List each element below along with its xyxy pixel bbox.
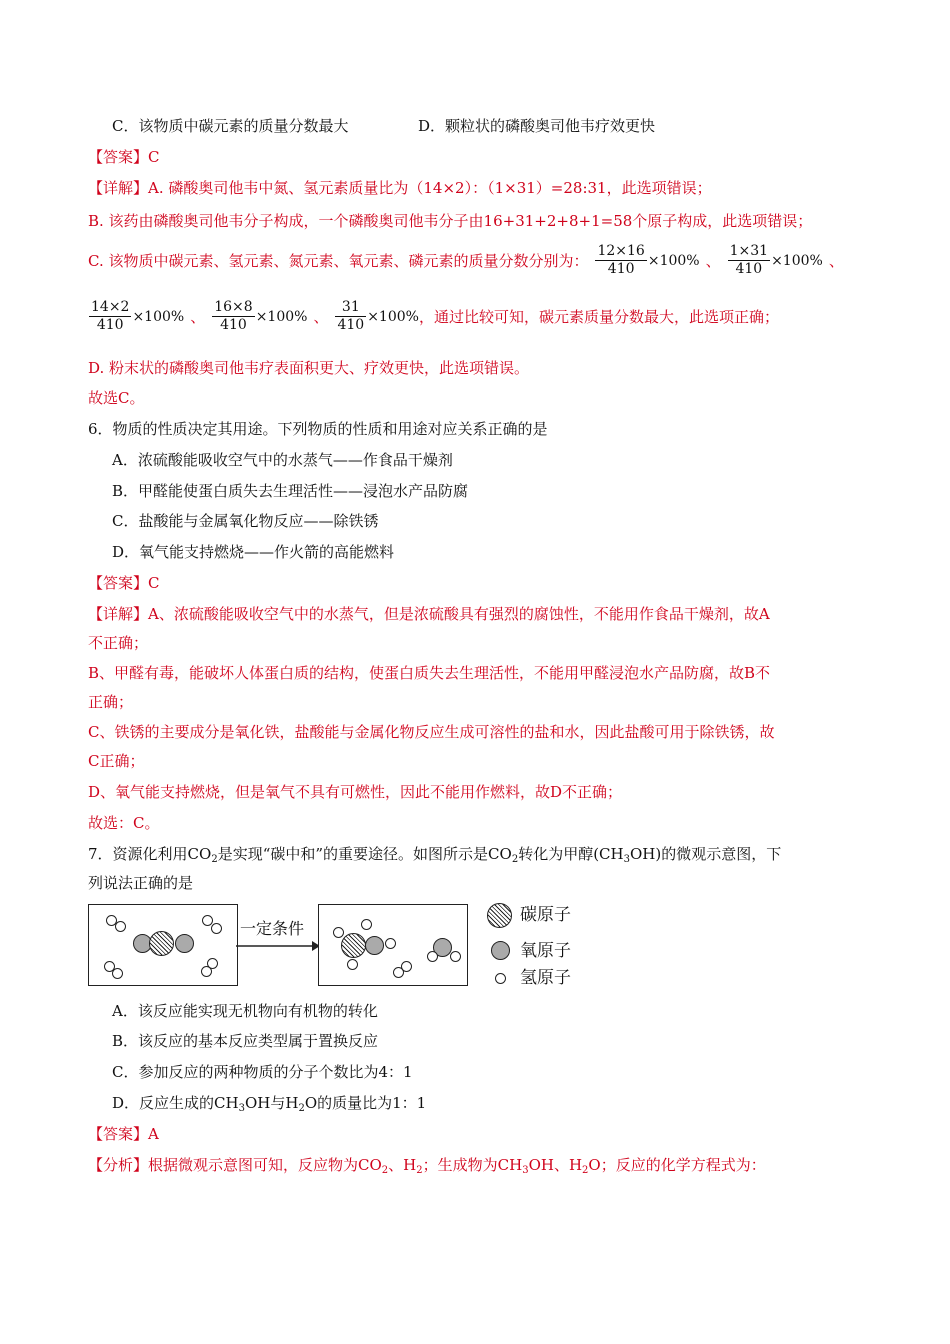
q6-option-c: C．盐酸能与金属氧化物反应——除铁锈 [112, 512, 379, 530]
legend-oxygen-icon [491, 941, 510, 960]
detail-tag: 【详解】 [88, 605, 149, 623]
answer-value: C [148, 574, 160, 592]
answer-value: C [148, 148, 160, 166]
q6-stem: 6．物质的性质决定其用途。下列物质的性质和用途对应关系正确的是 [88, 420, 548, 438]
q5-detail-c-line1: C. 该物质中碳元素、氢元素、氮元素、氧元素、磷元素的质量分数分别为： $\frac{12\times 16}{410}$ ×100% 、 $\frac{1\times 31}{410}$ ×100% 、 [88, 243, 844, 277]
q6-conclusion: 故选：C。 [88, 814, 160, 832]
q5-detail-b: B. 该药由磷酸奥司他韦分子构成，一个磷酸奥司他韦分子由16+31+2+8+1=58个原子构成，此选项错误； [88, 212, 813, 230]
q5-detail-c-line2: $\frac{14\times 2}{410}$ ×100% 、 $\frac{16\times 8}{410}$ ×100% 、 $\frac{31}{410}$ ×100% ，通过比较可知，碳元素质量分数最大，此选项正确； [88, 299, 779, 334]
answer-tag: 【答案】 [88, 1125, 149, 1143]
q6-detail-b-1: B、甲醛有毒，能破坏人体蛋白质的结构，使蛋白质失去生理活性，不能用甲醛浸泡水产品防腐，故B不 [88, 664, 771, 682]
fraction-phosphorus: $\frac{31}{410}$ ×100% [337, 299, 419, 333]
q5-answer [88, 146, 160, 168]
q6-detail-b-2: 正确； [88, 693, 134, 711]
fraction-carbon: $\frac{12\times 16}{410}$ ×100% [597, 243, 700, 277]
hydrogen-atom [333, 927, 344, 938]
q5-detail-a: 【详解】A. 磷酸奥司他韦中氮、氢元素质量比为（14×2）：（1×31）=28:31，此选项错误； [88, 179, 712, 197]
hydrogen-atom [211, 923, 222, 934]
q5-option-d: D．颗粒状的磷酸奥司他韦疗效更快 [418, 117, 656, 135]
answer-tag: 【答案】 [88, 574, 149, 592]
q6-option-b: B．甲醛能使蛋白质失去生理活性——浸泡水产品防腐 [112, 482, 469, 500]
q7-stem-1: 7．资源化利用$CO_2$是实现“碳中和”的重要途径。如图所示是$CO_2$转化为甲醇$(CH_3OH)$的微观示意图，下 [88, 845, 782, 865]
q7-option-a: A．该反应能实现无机物向有机物的转化 [112, 1002, 378, 1020]
q5-conclusion: 故选C。 [88, 389, 145, 407]
q6-answer [88, 572, 160, 594]
q6-detail-c-2: C正确； [88, 752, 145, 770]
q5-option-c: C．该物质中碳元素的质量分数最大 [112, 117, 349, 135]
oxygen-atom [365, 936, 384, 955]
reaction-condition-label: 一定条件 [240, 919, 305, 938]
reaction-arrow [236, 940, 320, 952]
detail-tag: 【详解】 [88, 179, 149, 197]
q6-option-d: D．氧气能支持燃烧——作火箭的高能燃料 [112, 543, 395, 561]
legend-oxygen-label: 氧原子 [520, 941, 571, 961]
q6-option-a: A．浓硫酸能吸收空气中的水蒸气——作食品干燥剂 [112, 451, 453, 469]
q6-detail-a-1: 【详解】A、浓硫酸能吸收空气中的水蒸气，但是浓硫酸具有强烈的腐蚀性，不能用作食品干燥剂，故A [88, 605, 770, 623]
hydrogen-atom [112, 968, 123, 979]
legend-carbon-icon [487, 903, 512, 928]
product-box [318, 904, 468, 986]
q7-stem-2: 列说法正确的是 [88, 874, 194, 892]
hydrogen-atom [401, 961, 412, 972]
reactant-box [88, 904, 238, 986]
hydrogen-atom [347, 959, 358, 970]
hydrogen-atom [427, 951, 438, 962]
fraction-oxygen: $\frac{16\times 8}{410}$ ×100% [214, 299, 308, 333]
carbon-atom [149, 931, 174, 956]
q7-answer [88, 1123, 159, 1145]
hydrogen-atom [115, 921, 126, 932]
q6-detail-a-2: 不正确； [88, 634, 149, 652]
legend-hydrogen-label: 氢原子 [520, 968, 571, 988]
q7-option-b: B．该反应的基本反应类型属于置换反应 [112, 1032, 379, 1050]
hydrogen-atom [385, 938, 396, 949]
analysis-tag: 【分析】 [88, 1156, 149, 1174]
q5-detail-d: D. 粉末状的磷酸奥司他韦疗表面积更大、疗效更快，此选项错误。 [88, 359, 530, 377]
q7-option-c: C．参加反应的两种物质的分子个数比为4：1 [112, 1063, 413, 1081]
q6-detail-c-1: C、铁锈的主要成分是氧化铁，盐酸能与金属化物反应生成可溶性的盐和水，因此盐酸可用于除铁锈，故 [88, 723, 775, 741]
hydrogen-atom [201, 966, 212, 977]
hydrogen-atom [361, 919, 372, 930]
oxygen-atom [175, 934, 194, 953]
q6-detail-d: D、氧气能支持燃烧，但是氧气不具有可燃性，因此不能用作燃料，故D不正确； [88, 783, 623, 801]
legend-carbon-label: 碳原子 [520, 905, 571, 925]
legend-hydrogen-icon [495, 973, 506, 984]
q7-analysis: 【分析】根据微观示意图可知，反应物为$CO_2$、$H_2$；生成物为$CH_3OH$、$H_2O$；反应的化学方程式为： [88, 1156, 766, 1176]
carbon-atom [341, 933, 366, 958]
fraction-nitrogen: $\frac{14\times 2}{410}$ ×100% [91, 299, 185, 333]
fraction-hydrogen: $\frac{1\times 31}{410}$ ×100% [729, 243, 823, 277]
answer-tag: 【答案】 [88, 148, 149, 166]
q7-option-d: D．反应生成的$CH_3OH$与$H_2O$的质量比为1：1 [112, 1094, 427, 1114]
answer-value: A [148, 1125, 159, 1143]
hydrogen-atom [450, 951, 461, 962]
